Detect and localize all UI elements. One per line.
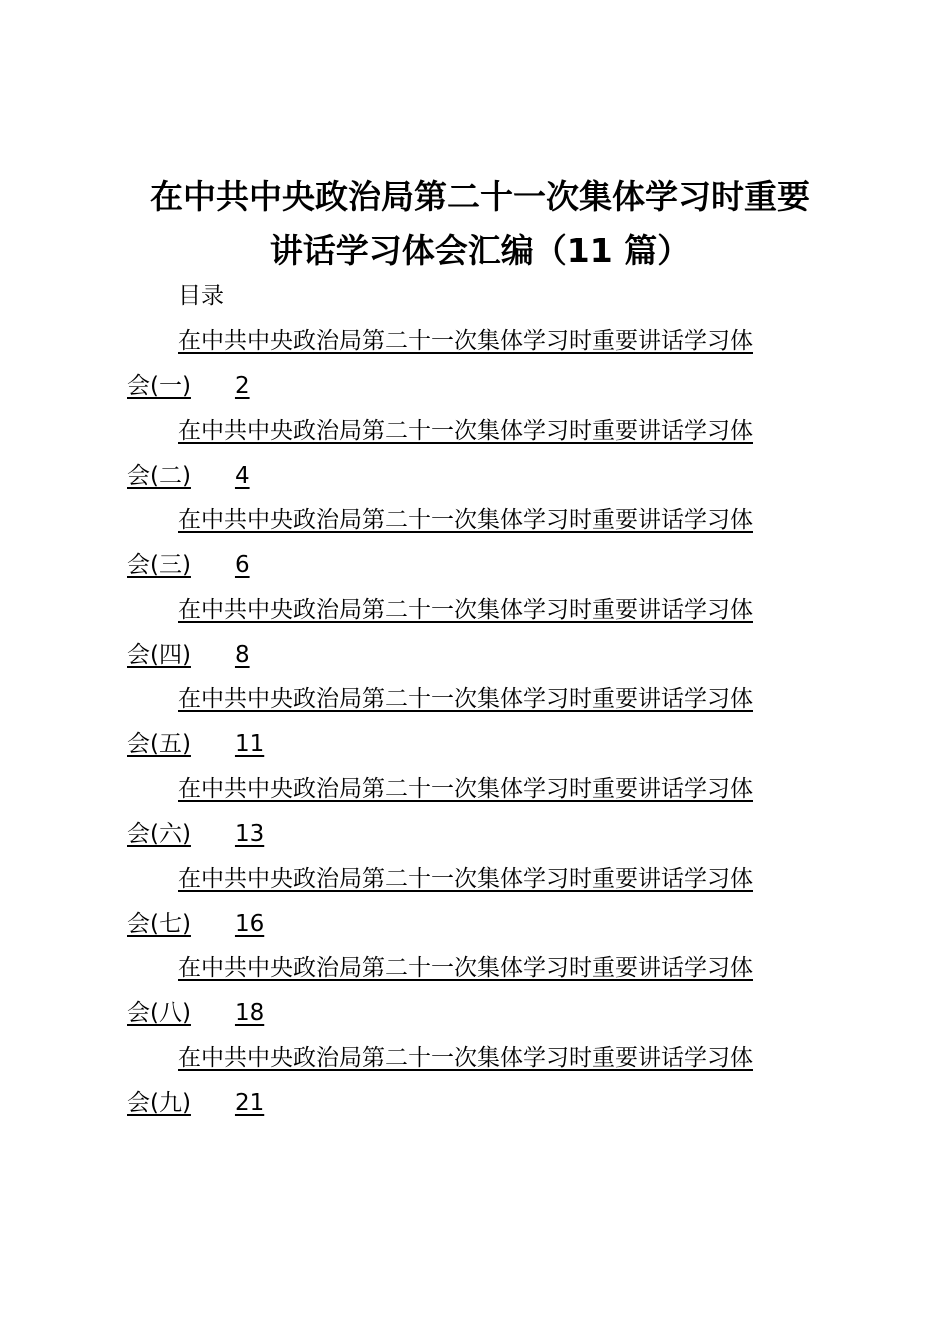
toc-link-subtitle[interactable] [127, 1090, 264, 1116]
toc-link-subtitle[interactable] [127, 373, 250, 399]
toc-heading: 目录 [178, 283, 224, 309]
toc-page-number: 2 [234, 373, 250, 399]
toc-item [0, 948, 950, 1038]
toc-item [0, 321, 950, 411]
toc-link-title[interactable]: 在中共中央政治局第二十一次集体学习时重要讲话学习体 [178, 955, 753, 982]
toc-link-subtitle[interactable] [127, 642, 250, 668]
toc-link-subtitle[interactable] [127, 1000, 264, 1026]
toc-section-label: 会(一) [127, 373, 191, 399]
toc-item [0, 769, 950, 859]
toc-section-label: 会(九) [127, 1089, 191, 1116]
toc-item [0, 1038, 950, 1128]
toc-item [0, 859, 950, 949]
toc-item [0, 500, 950, 590]
toc-section-label: 会(七) [127, 910, 191, 937]
document-title [110, 170, 850, 278]
toc-item [0, 411, 950, 501]
title-line-1: 在中共中央政治局第二十一次集体学习时重要 [150, 177, 810, 216]
toc-link-subtitle[interactable] [127, 731, 264, 757]
toc-page-number: 18 [234, 1000, 265, 1027]
toc-link-subtitle[interactable] [127, 463, 250, 489]
table-of-contents [0, 321, 950, 1127]
toc-page-number: 16 [234, 910, 265, 937]
toc-link-subtitle[interactable] [127, 552, 250, 578]
toc-section-label: 会(三) [127, 552, 191, 579]
title-line-2: 讲话学习体会汇编（11 篇） [269, 231, 691, 270]
toc-section-label: 会(四) [127, 641, 191, 668]
toc-section-label: 会(二) [127, 462, 191, 489]
toc-page-number: 11 [234, 731, 265, 758]
toc-link-title[interactable]: 在中共中央政治局第二十一次集体学习时重要讲话学习体 [178, 865, 753, 892]
toc-link-title[interactable]: 在中共中央政治局第二十一次集体学习时重要讲话学习体 [178, 1044, 753, 1071]
toc-link-subtitle[interactable] [127, 821, 264, 847]
toc-link-title[interactable]: 在中共中央政治局第二十一次集体学习时重要讲话学习体 [178, 686, 753, 713]
toc-item [0, 590, 950, 680]
toc-link-subtitle[interactable] [127, 911, 264, 937]
toc-page-number: 21 [234, 1089, 265, 1116]
toc-page-number: 13 [234, 820, 265, 847]
toc-section-label: 会(五) [127, 731, 191, 758]
toc-page-number: 8 [234, 641, 250, 668]
toc-link-title[interactable]: 在中共中央政治局第二十一次集体学习时重要讲话学习体 [178, 507, 753, 534]
toc-link-title[interactable]: 在中共中央政治局第二十一次集体学习时重要讲话学习体 [178, 417, 753, 444]
toc-page-number: 6 [234, 552, 250, 579]
toc-link-title[interactable]: 在中共中央政治局第二十一次集体学习时重要讲话学习体 [178, 775, 753, 802]
toc-page-number: 4 [234, 462, 250, 489]
toc-section-label: 会(六) [127, 820, 191, 847]
toc-item [0, 679, 950, 769]
toc-section-label: 会(八) [127, 1000, 191, 1027]
toc-link-title[interactable]: 在中共中央政治局第二十一次集体学习时重要讲话学习体 [178, 596, 753, 623]
toc-link-title[interactable]: 在中共中央政治局第二十一次集体学习时重要讲话学习体 [178, 328, 753, 354]
